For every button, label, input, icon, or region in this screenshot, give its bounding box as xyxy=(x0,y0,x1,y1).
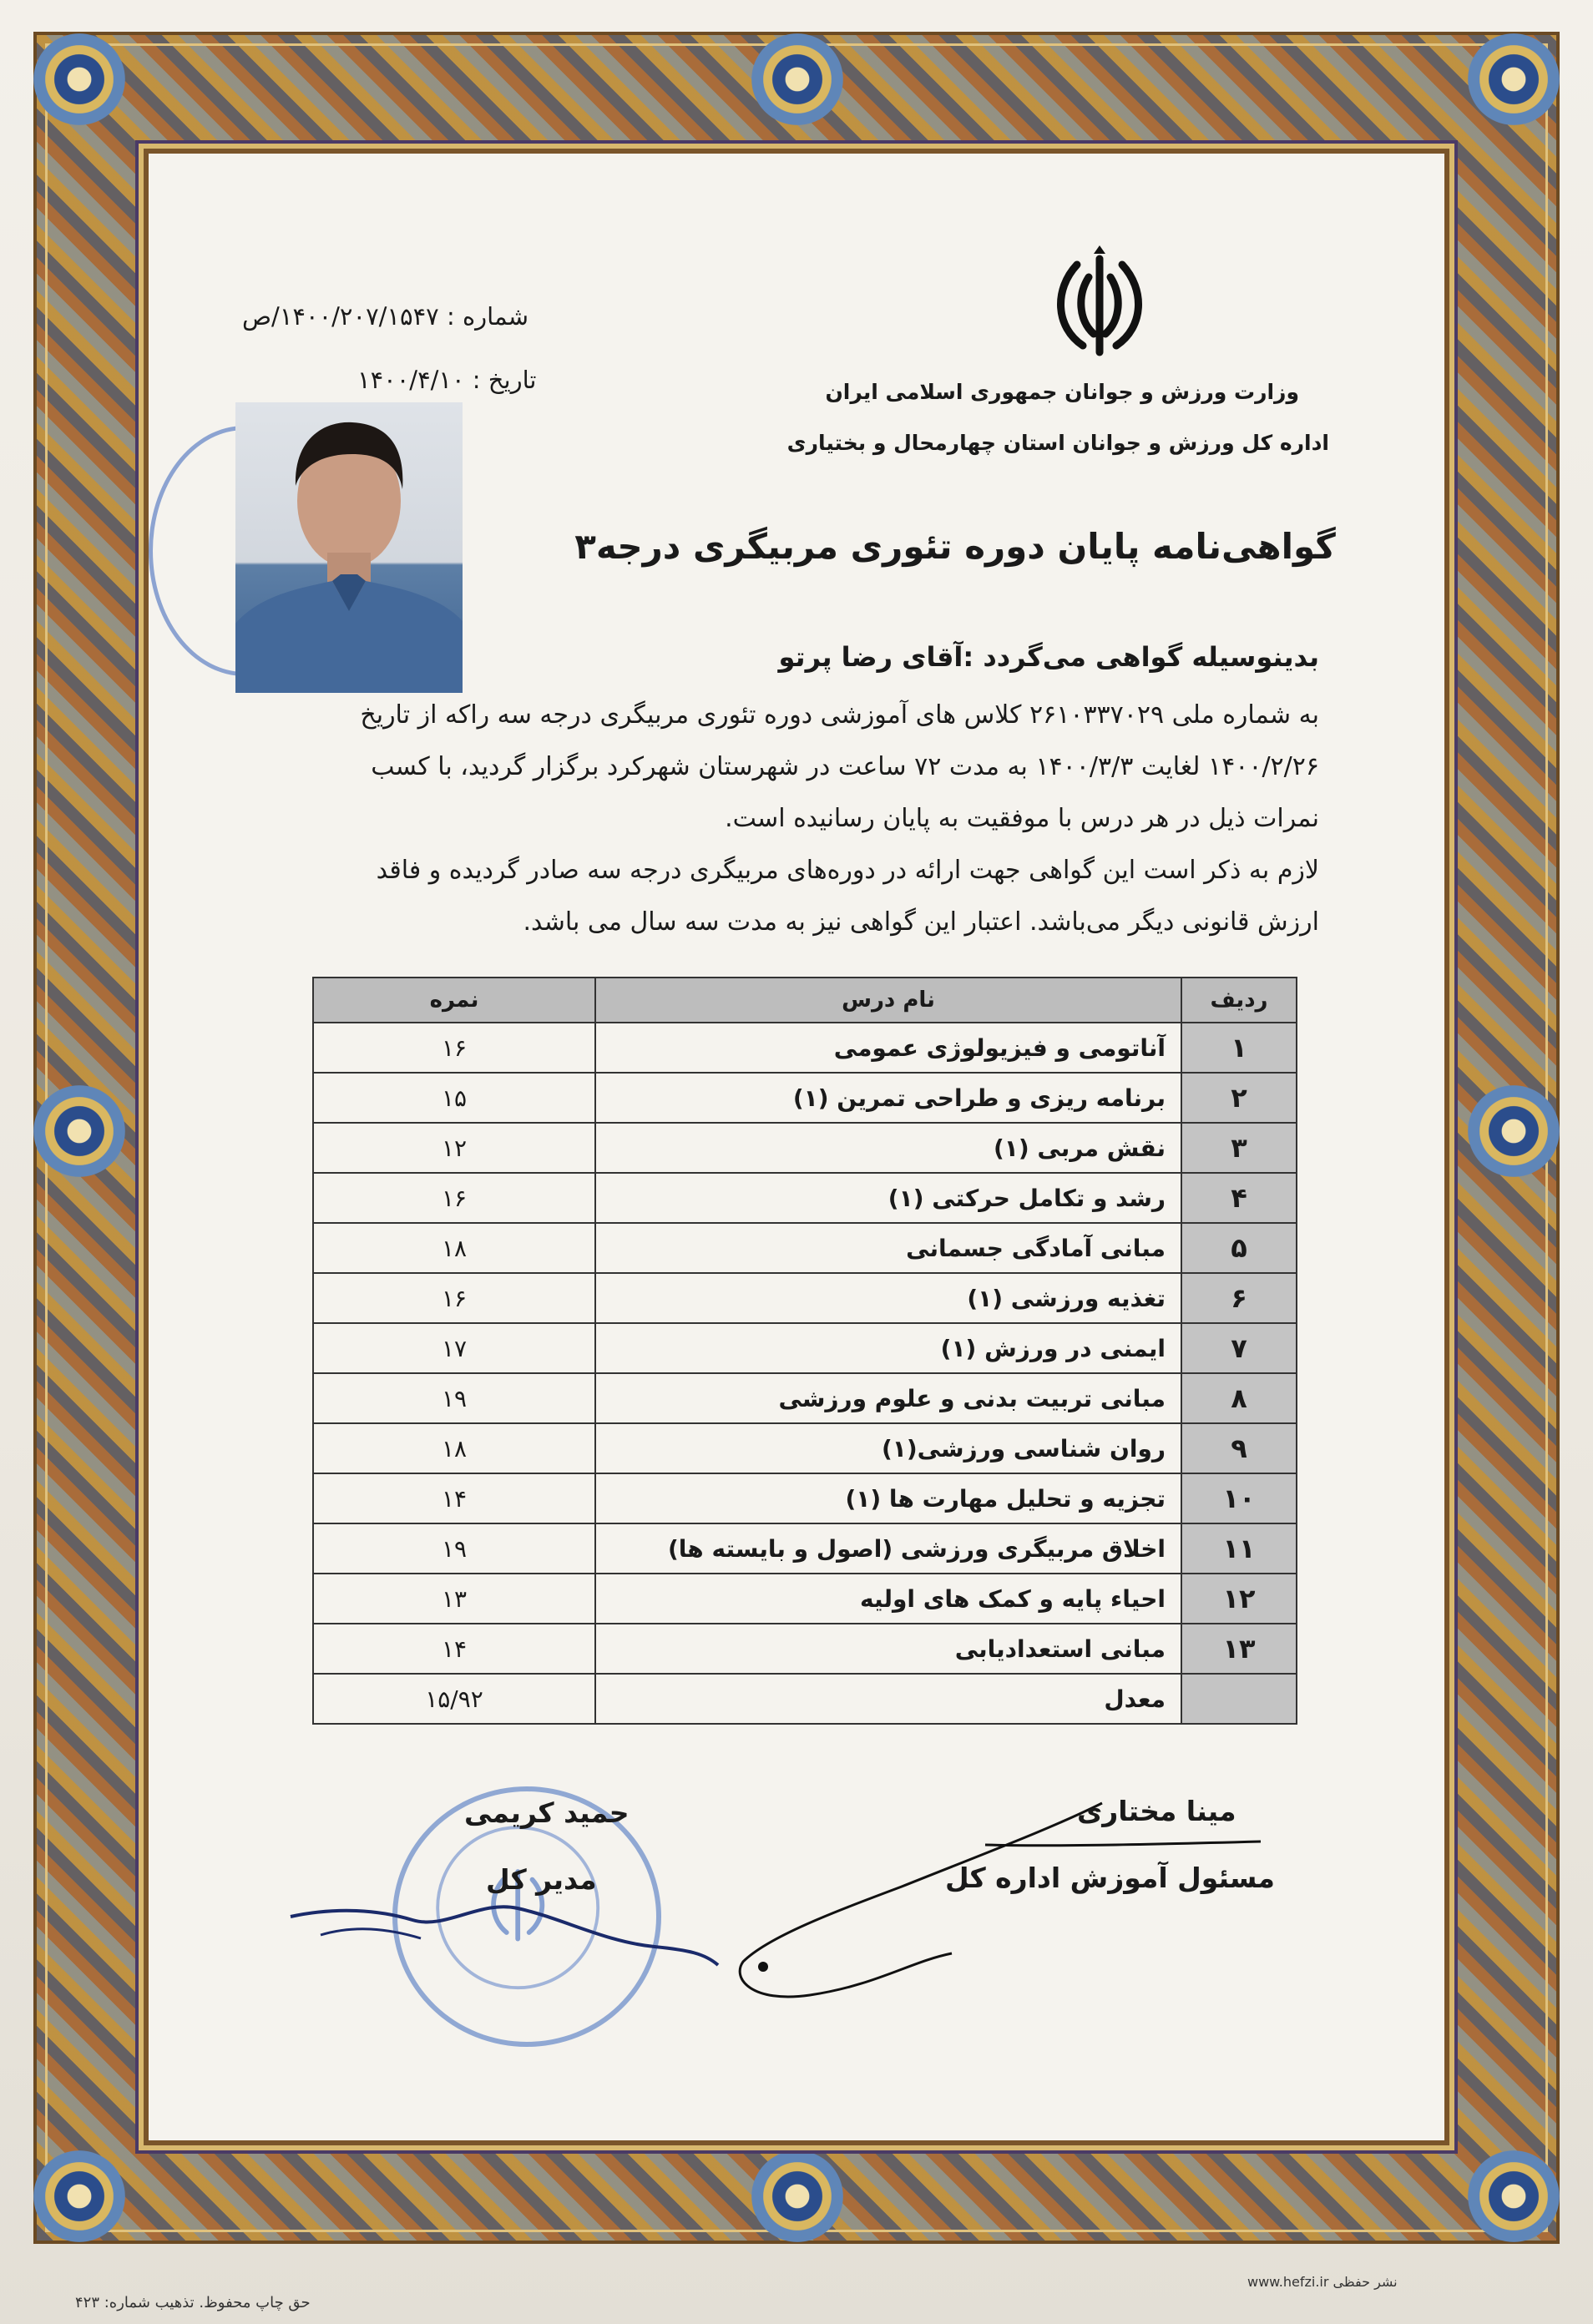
course-name: برنامه ریزی و طراحی تمرین (۱) xyxy=(595,1073,1181,1123)
course-name: اخلاق مربیگری ورزشی (اصول و بایسته ها) xyxy=(595,1523,1181,1574)
course-name: احیاء پایه و کمک های اولیه xyxy=(595,1574,1181,1624)
row-number: ۲ xyxy=(1181,1073,1297,1123)
row-number: ۱۳ xyxy=(1181,1624,1297,1674)
average-row xyxy=(313,1674,1297,1724)
director-name: حمید کریمی xyxy=(464,1796,630,1829)
date-label: تاریخ : xyxy=(472,366,537,394)
table-row xyxy=(313,1624,1297,1674)
course-name: ایمنی در ورزش (۱) xyxy=(595,1323,1181,1373)
table-row xyxy=(313,1523,1297,1574)
paragraph-line: ۱۴۰۰/۲/۲۶ لغایت ۱۴۰۰/۳/۳ به مدت ۷۲ ساعت در شهرستان شهرکرد برگزار گردید، با کسب xyxy=(371,752,1319,781)
course-score: ۱۳ xyxy=(313,1574,595,1624)
table-row xyxy=(313,1023,1297,1073)
course-score: ۱۶ xyxy=(313,1173,595,1223)
table-row xyxy=(313,1473,1297,1523)
border-rosette xyxy=(33,2150,125,2242)
province-office-name: اداره کل ورزش و جوانان استان چهارمحال و بختیاری xyxy=(786,431,1329,455)
border-rosette xyxy=(751,2150,843,2242)
average-index-cell xyxy=(1181,1674,1297,1724)
course-score: ۱۸ xyxy=(313,1423,595,1473)
row-number: ۶ xyxy=(1181,1273,1297,1323)
course-score: ۱۹ xyxy=(313,1523,595,1574)
course-name: رشد و تکامل حرکتی (۱) xyxy=(595,1173,1181,1223)
course-name: تغذیه ورزشی (۱) xyxy=(595,1273,1181,1323)
header-row-number: ردیف xyxy=(1181,978,1297,1023)
row-number: ۳ xyxy=(1181,1123,1297,1173)
course-score: ۱۶ xyxy=(313,1023,595,1073)
letter-date xyxy=(357,366,537,394)
row-number: ۱۲ xyxy=(1181,1574,1297,1624)
paragraph-line: ارزش قانونی دیگر می‌باشد. اعتبار این گواهی نیز به مدت سه سال می باشد. xyxy=(523,907,1319,937)
header-score: نمره xyxy=(313,978,595,1023)
table-header-row xyxy=(313,978,1297,1023)
table-row xyxy=(313,1273,1297,1323)
table-row xyxy=(313,1173,1297,1223)
publisher-note: www.hefzi.ir نشر حفظی xyxy=(1247,2274,1398,2290)
border-rosette xyxy=(1468,1085,1560,1177)
table-row xyxy=(313,1123,1297,1173)
education-officer-name: مینا مختاری xyxy=(1077,1795,1236,1827)
table-row xyxy=(313,1574,1297,1624)
table-row xyxy=(313,1323,1297,1373)
paragraph-line: لازم به ذکر است این گواهی جهت ارائه در دوره‌های مربیگری درجه سه صادر گردیده و فاقد xyxy=(376,856,1319,885)
copyright-note: حق چاپ محفوظ. تذهیب شماره: ۴۲۳ xyxy=(75,2294,311,2311)
iran-emblem-icon xyxy=(1045,244,1154,361)
row-number: ۱ xyxy=(1181,1023,1297,1073)
row-number: ۵ xyxy=(1181,1223,1297,1273)
row-number: ۱۱ xyxy=(1181,1523,1297,1574)
border-rosette xyxy=(1468,2150,1560,2242)
border-rosette xyxy=(1468,33,1560,125)
education-officer-title: مسئول آموزش اداره کل xyxy=(945,1862,1275,1894)
date-value: ۱۴۰۰/۴/۱۰ xyxy=(357,366,465,394)
row-number: ۱۰ xyxy=(1181,1473,1297,1523)
row-number: ۸ xyxy=(1181,1373,1297,1423)
border-rosette xyxy=(33,1085,125,1177)
course-score: ۱۴ xyxy=(313,1473,595,1523)
course-name: مبانی آمادگی جسمانی xyxy=(595,1223,1181,1273)
course-score: ۱۸ xyxy=(313,1223,595,1273)
table-row xyxy=(313,1373,1297,1423)
director-title: مدیر کل xyxy=(486,1863,597,1896)
row-number: ۴ xyxy=(1181,1173,1297,1223)
table-row xyxy=(313,1423,1297,1473)
course-name: آناتومی و فیزیولوژی عمومی xyxy=(595,1023,1181,1073)
border-rosette xyxy=(33,33,125,125)
certificate-intro: بدینوسیله گواهی می‌گردد :آقای رضا پرتو xyxy=(778,641,1319,673)
course-score: ۱۵ xyxy=(313,1073,595,1123)
paragraph-line: نمرات ذیل در هر درس با موفقیت به پایان رسانیده است. xyxy=(725,804,1319,833)
letter-number xyxy=(242,302,528,331)
course-name: نقش مربی (۱) xyxy=(595,1123,1181,1173)
row-number: ۹ xyxy=(1181,1423,1297,1473)
course-score: ۱۲ xyxy=(313,1123,595,1173)
education-officer-signature-icon xyxy=(735,1795,1269,2012)
ministry-name: وزارت ورزش و جوانان جمهوری اسلامی ایران xyxy=(825,380,1299,404)
border-rosette xyxy=(751,33,843,125)
certificate-paragraph xyxy=(317,690,1319,948)
row-number: ۷ xyxy=(1181,1323,1297,1373)
grades-table xyxy=(312,977,1297,1725)
number-label: شماره : xyxy=(446,302,529,331)
average-value: ۱۵/۹۲ xyxy=(313,1674,595,1724)
course-score: ۱۷ xyxy=(313,1323,595,1373)
average-label: معدل xyxy=(595,1674,1181,1724)
course-score: ۱۶ xyxy=(313,1273,595,1323)
paragraph-line: به شماره ملی ۲۶۱۰۳۳۷۰۲۹ کلاس های آموزشی دوره تئوری مربیگری درجه سه راکه از تاریخ xyxy=(360,700,1319,730)
number-value: ۱۴۰۰/۲۰۷/۱۵۴۷/ص xyxy=(242,302,439,331)
course-score: ۱۴ xyxy=(313,1624,595,1674)
certificate-title: گواهی‌نامه پایان دوره تئوری مربیگری درجه۳ xyxy=(574,526,1336,567)
table-row xyxy=(313,1073,1297,1123)
course-name: مبانی استعدادیابی xyxy=(595,1624,1181,1674)
course-name: روان شناسی ورزشی(۱) xyxy=(595,1423,1181,1473)
course-score: ۱۹ xyxy=(313,1373,595,1423)
table-row xyxy=(313,1223,1297,1273)
course-name: تجزیه و تحلیل مهارت ها (۱) xyxy=(595,1473,1181,1523)
header-course-name: نام درس xyxy=(595,978,1181,1023)
course-name: مبانی تربیت بدنی و علوم ورزشی xyxy=(595,1373,1181,1423)
